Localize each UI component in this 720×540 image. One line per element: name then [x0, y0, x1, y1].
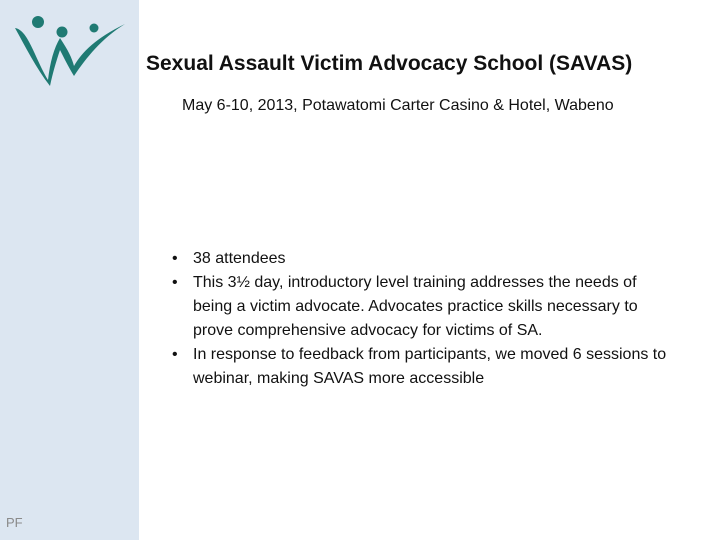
logo-dot-middle: [57, 27, 68, 38]
logo-dot-right: [90, 24, 99, 33]
bullet-text-attendees: 38 attendees: [193, 250, 286, 267]
bullet-item: [168, 271, 678, 343]
slide-title: Sexual Assault Victim Advocacy School (SAVAS): [146, 52, 633, 75]
bullet-item: [168, 247, 678, 271]
bullet-dot: •: [172, 274, 178, 291]
bullet-item: [168, 343, 678, 391]
bullet-dot: •: [172, 346, 178, 363]
logo-dot-left: [32, 16, 44, 28]
bullet-list: [168, 247, 678, 391]
footer-initials: PF: [6, 515, 23, 530]
organization-w-logo-icon: [10, 10, 130, 86]
bullet-text-webinar: In response to feedback from participants, we moved 6 sessions to webinar, making SAVAS more accessible: [193, 346, 667, 387]
slide-subtitle: May 6-10, 2013, Potawatomi Carter Casino & Hotel, Wabeno: [182, 97, 614, 114]
logo-w-stroke: [15, 24, 125, 86]
bullet-dot: •: [172, 250, 178, 267]
bullet-text-training: This 3½ day, introductory level training addresses the needs of being a victim advocate. Advocates practice skills necessary to prove comprehensive advocacy for victims of SA.: [193, 274, 638, 339]
